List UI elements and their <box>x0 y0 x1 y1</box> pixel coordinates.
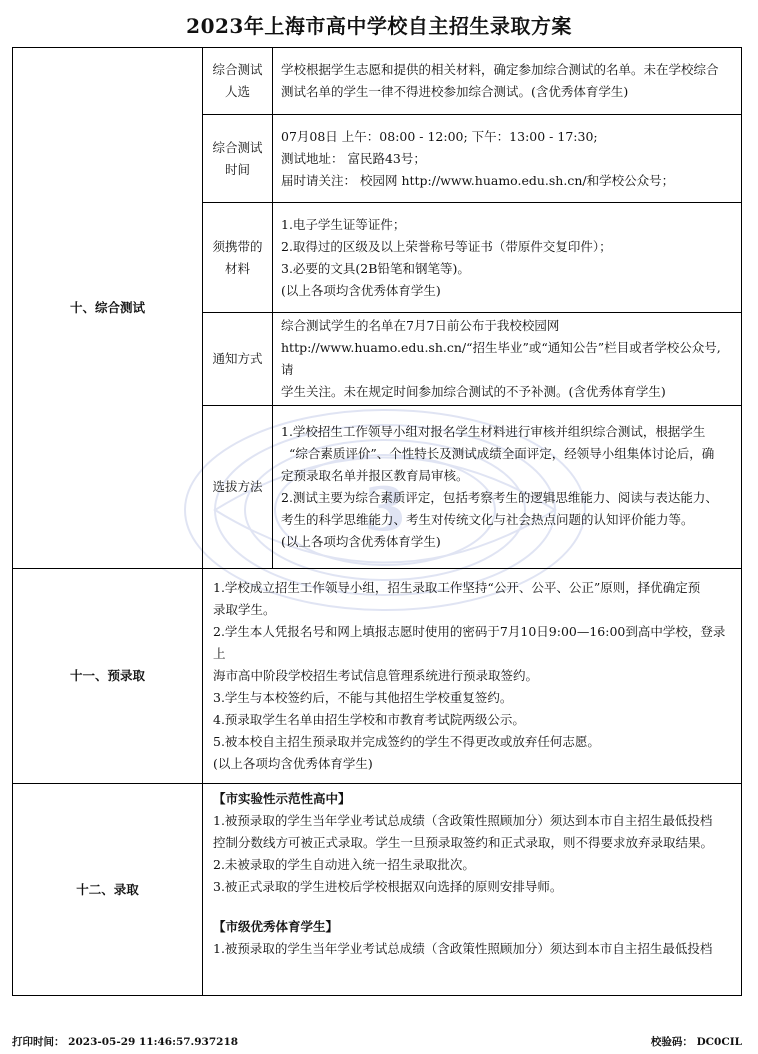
content-line: 测试名单的学生一律不得进校参加综合测试。(含优秀体育学生) <box>281 84 629 99</box>
row-content-notification <box>273 313 742 406</box>
svg-text:3: 3 <box>364 475 406 545</box>
row-label-selection-method <box>203 406 273 569</box>
section-heading-comprehensive-test: 十、综合测试 <box>13 48 203 569</box>
check-code <box>651 1034 742 1049</box>
content-line: 4.预录取学生名单由招生学校和市教育考试院两级公示。 <box>213 712 525 727</box>
content-line: 1.被预录取的学生当年学业考试总成绩（含政策性照顾加分）须达到本市自主招生最低投档 <box>213 941 713 956</box>
content-line: 1.电子学生证等证件； <box>281 216 406 232</box>
row-label-line: 人选 <box>224 84 250 99</box>
content-line: 海市高中阶段学校招生考试信息管理系统进行预录取签约。 <box>213 668 539 683</box>
content-line: 5.被本校自主招生预录取并完成签约的学生不得更改或放弃任何志愿。 <box>213 734 600 749</box>
document-title: 2023年上海市高中学校自主招生录取方案 <box>186 14 572 38</box>
section-content-pre-admission <box>203 569 742 784</box>
content-line: 届时请关注： 校园网 http://www.huamo.edu.sh.cn/和学校公众号； <box>281 172 675 188</box>
content-line: 控制分数线方可被正式录取。学生一旦预录取签约和正式录取，则不得要求放弃录取结果。 <box>213 835 714 850</box>
content-line: 测试地址： 富民路43号； <box>281 150 426 166</box>
content-line: 3.被正式录取的学生进校后学校根据双向选择的原则安排导师。 <box>213 879 563 894</box>
content-line: 录取学生。 <box>213 602 276 617</box>
content-line: “综合素质评价”、个性特长及测试成绩全面评定，经领导小组集体讨论后，确 <box>289 446 715 461</box>
row-label-line: 选拔方法 <box>212 479 263 494</box>
spacer <box>213 898 731 916</box>
content-line: http://www.huamo.edu.sh.cn/“招生毕业”或“通知公告”栏目或者学校公众号,请 <box>281 340 721 377</box>
table-row <box>13 48 742 115</box>
row-content-materials <box>273 203 742 313</box>
content-line: 1.被预录取的学生当年学业考试总成绩（含政策性照顾加分）须达到本市自主招生最低投档 <box>213 813 713 828</box>
content-line: 2.未被录取的学生自动进入统一招生录取批次。 <box>213 857 475 872</box>
row-label-line: 综合测试 <box>212 139 263 155</box>
content-line: 2.学生本人凭报名号和网上填报志愿时使用的密码于7月10日9:00—16:00到高中学校，登录上 <box>213 624 726 661</box>
print-time <box>12 1034 238 1049</box>
check-code-label: 校验码： <box>650 1036 693 1048</box>
content-line: 07月08日 上午：08:00 - 12:00; 下午：13:00 - 17:30; <box>281 128 598 144</box>
row-label-test-time <box>203 115 273 203</box>
content-line: 2.取得过的区级及以上荣誉称号等证书（带原件交复印件）； <box>281 238 612 254</box>
content-line: 1.学校招生工作领导小组对报名学生材料进行审核并组织综合测试，根据学生 <box>281 424 706 439</box>
content-line: 2.测试主要为综合素质评定，包括考察考生的逻辑思维能力、阅读与表达能力、 <box>281 490 718 505</box>
row-label-line: 须携带的 <box>212 238 263 254</box>
row-label-line: 综合测试 <box>212 62 263 77</box>
print-time-label: 打印时间： <box>12 1036 65 1048</box>
check-code-value: DC0CIL <box>696 1036 742 1048</box>
row-content-test-time <box>273 115 742 203</box>
group-title-sports-students: 【市级优秀体育学生】 <box>213 919 339 934</box>
content-line: 综合测试学生的名单在7月7日前公布于我校校园网 <box>281 318 560 333</box>
row-label-candidates <box>203 48 273 115</box>
content-line: 考生的科学思维能力、考生对传统文化与社会热点问题的认知评价能力等。 <box>281 512 694 527</box>
row-label-notification <box>203 313 273 406</box>
row-content-candidates <box>273 48 742 115</box>
table-row <box>13 784 742 996</box>
content-line: (以上各项均含优秀体育学生) <box>213 756 373 771</box>
row-label-line: 材料 <box>224 260 250 276</box>
section-heading-pre-admission: 十一、预录取 <box>13 569 203 784</box>
group-title-experimental-schools: 【市实验性示范性高中】 <box>213 791 351 806</box>
content-line: 3.必要的文具(2B铅笔和钢笔等)。 <box>281 260 470 276</box>
content-line: 学校根据学生志愿和提供的相关材料，确定参加综合测试的名单。未在学校综合 <box>281 62 719 77</box>
section-heading-admission: 十二、录取 <box>13 784 203 996</box>
print-time-value: 2023-05-29 11:46:57.937218 <box>68 1036 239 1048</box>
row-content-selection-method <box>273 406 742 569</box>
content-line: 学生关注。未在规定时间参加综合测试的不予补测。(含优秀体育学生) <box>281 384 666 399</box>
content-line: 定预录取名单并报区教育局审核。 <box>281 468 469 483</box>
content-line: (以上各项均含优秀体育学生) <box>281 534 441 549</box>
section-content-admission <box>203 784 742 996</box>
row-label-materials <box>203 203 273 313</box>
table-row <box>13 569 742 784</box>
row-label-line: 时间 <box>224 161 250 177</box>
content-line: 3.学生与本校签约后，不能与其他招生学校重复签约。 <box>213 690 513 705</box>
admission-plan-table <box>12 47 742 996</box>
content-line: 1.学校成立招生工作领导小组，招生录取工作坚持“公开、公平、公正”原则，择优确定预 <box>213 580 701 595</box>
content-line: (以上各项均含优秀体育学生) <box>281 282 441 298</box>
row-label-line: 通知方式 <box>212 351 263 366</box>
